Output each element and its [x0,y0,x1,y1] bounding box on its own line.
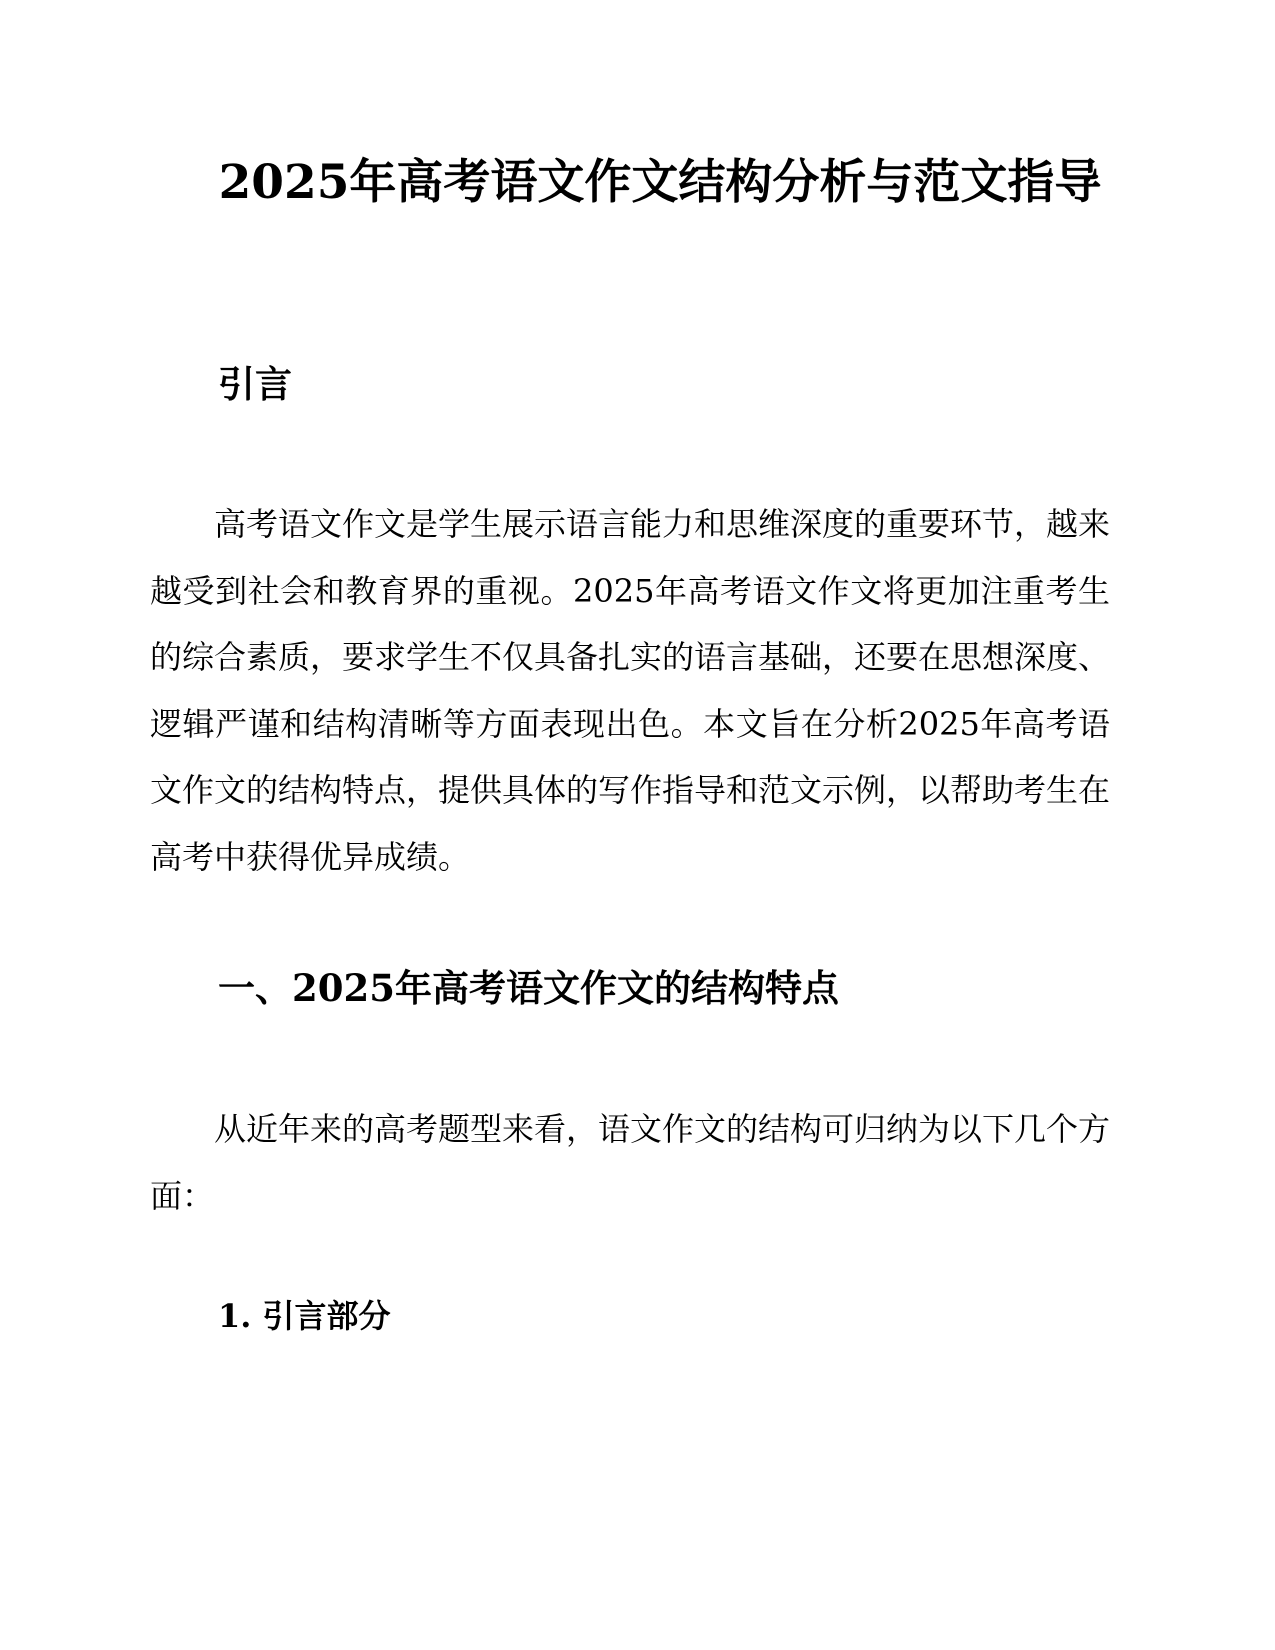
introduction-paragraph: 高考语文作文是学生展示语言能力和思维深度的重要环节，越来越受到社会和教育界的重视。2025年高考语文作文将更加注重考生的综合素质，要求学生不仅具备扎实的语言基础，还要在思想深度、逻辑严谨和结构清晰等方面表现出色。本文旨在分析2025年高考语文作文的结构特点，提供具体的写作指导和范文示例，以帮助考生在高考中获得优异成绩。 [150,505,1111,876]
structure-features-paragraph: 从近年来的高考题型来看，语文作文的结构可归纳为以下几个方面： [150,1110,1111,1215]
subsection-heading-introduction-part: 1. 引言部分 [218,1297,391,1335]
section-heading-introduction: 引言 [218,362,292,406]
section-heading-structure-features: 一、2025年高考语文作文的结构特点 [218,966,839,1010]
document-title: 2025年高考语文作文结构分析与范文指导 [218,155,1102,210]
